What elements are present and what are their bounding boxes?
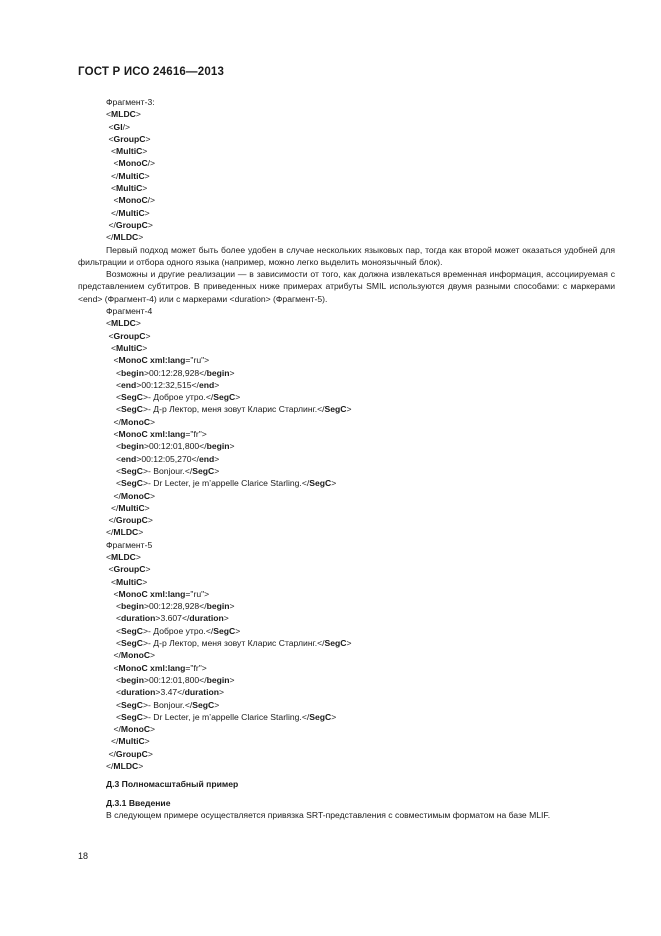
code-line: <begin>00:12:28,928</begin> (116, 601, 235, 612)
code-line: <SegC>- Bonjour.</SegC> (116, 699, 220, 710)
code-line: <MultiC> (111, 576, 148, 587)
fragment-4-label: Фрагмент-4 (106, 306, 153, 317)
code-line: <MonoC/> (113, 195, 156, 206)
section-d3-heading: Д.3 Полномасштабный пример (106, 779, 239, 790)
code-line: <begin>00:12:01,800</begin> (116, 674, 235, 685)
code-line: </MonoC> (113, 724, 156, 735)
code-line: <MultiC> (111, 146, 148, 157)
code-line: </GroupC> (108, 219, 153, 230)
code-line: </MLDC> (106, 761, 144, 772)
code-line: <MonoC xml:lang="fr"> (113, 429, 207, 440)
paragraph-2: Возможны и другие реализации — в зависимости от того, как должна извлекаться временная информация, ассоциируемая с представлением субтитров. В приведенных ниже примерах атрибуты SMIL используются двумя разными способами: с маркерами <end> (Фрагмент-4) или с маркерами <duration> (Фрагмент-5). (78, 269, 615, 304)
code-line: <end>00:12:05,270</end> (116, 453, 220, 464)
fragment-5-label: Фрагмент-5 (106, 539, 153, 550)
fragment-3-label: Фрагмент-3: (106, 97, 155, 107)
code-line: </MLDC> (106, 527, 144, 538)
code-line: <SegC>- Dr Lecter, je m’appelle Clarice Starling.</SegC> (116, 711, 337, 722)
code-line: <begin>00:12:28,928</begin> (116, 367, 235, 378)
code-line: <GroupC> (108, 330, 151, 341)
code-line: <MultiC> (111, 183, 148, 194)
fragment-3-code (78, 108, 615, 243)
document-header: ГОСТ Р ИСО 24616—2013 (78, 66, 225, 78)
code-line: <SegC>- Доброе утро.</SegC> (116, 392, 241, 403)
code-line: <SegC>- Dr Lecter, je m’appelle Clarice Starling.</SegC> (116, 478, 337, 489)
code-line: <MultiC> (111, 342, 148, 353)
code-line: </MonoC> (113, 650, 156, 661)
code-line: <GroupC> (108, 564, 151, 575)
code-line: <SegC>- Bonjour.</SegC> (116, 465, 220, 476)
code-line: </GroupC> (108, 748, 153, 759)
code-line: <SegC>- Доброе утро.</SegC> (116, 625, 241, 636)
code-line: <MonoC/> (113, 158, 156, 169)
code-line: <SegC>- Д-р Лектор, меня зовут Кларис Старлинг.</SegC> (116, 404, 352, 415)
paragraph-1: Первый подход может быть более удобен в случае нескольких языковых пар, тогда как второй может оказаться удобней для фильтрации и отбора одного языка (например, можно легко выделить моноязычный блок). (78, 244, 615, 267)
code-line: <MonoC xml:lang="fr"> (113, 662, 207, 673)
code-line: </MLDC> (106, 232, 144, 243)
code-line: <MonoC xml:lang="ru"> (113, 588, 210, 599)
code-line: </MultiC> (111, 736, 150, 747)
code-line: <MLDC> (106, 109, 141, 120)
code-line: <end>00:12:32,515</end> (116, 379, 220, 390)
code-line: <GI/> (108, 121, 131, 132)
code-line: <MLDC> (106, 318, 141, 329)
code-line: <SegC>- Д-р Лектор, меня зовут Кларис Старлинг.</SegC> (116, 638, 352, 649)
code-line: </MonoC> (113, 490, 156, 501)
code-line: </MonoC> (113, 416, 156, 427)
paragraph-3: В следующем примере осуществляется привязка SRT-представления с совместимым форматом на базе MLIF. (106, 809, 551, 820)
page-content (78, 96, 615, 821)
code-line: </MultiC> (111, 207, 150, 218)
code-line: <begin>00:12:01,800</begin> (116, 441, 235, 452)
code-line: </GroupC> (108, 515, 153, 526)
code-line: <MLDC> (106, 551, 141, 562)
fragment-4-code (78, 317, 615, 538)
code-line: <duration>3.607</duration> (116, 613, 229, 624)
fragment-5-code (78, 551, 615, 772)
code-line: </MultiC> (111, 170, 150, 181)
code-line: <duration>3.47</duration> (116, 687, 224, 698)
code-line: </MultiC> (111, 502, 150, 513)
code-line: <MonoC xml:lang="ru"> (113, 355, 210, 366)
page-number: 18 (78, 851, 89, 861)
section-d31-heading: Д.3.1 Введение (106, 797, 171, 808)
code-line: <GroupC> (108, 133, 151, 144)
